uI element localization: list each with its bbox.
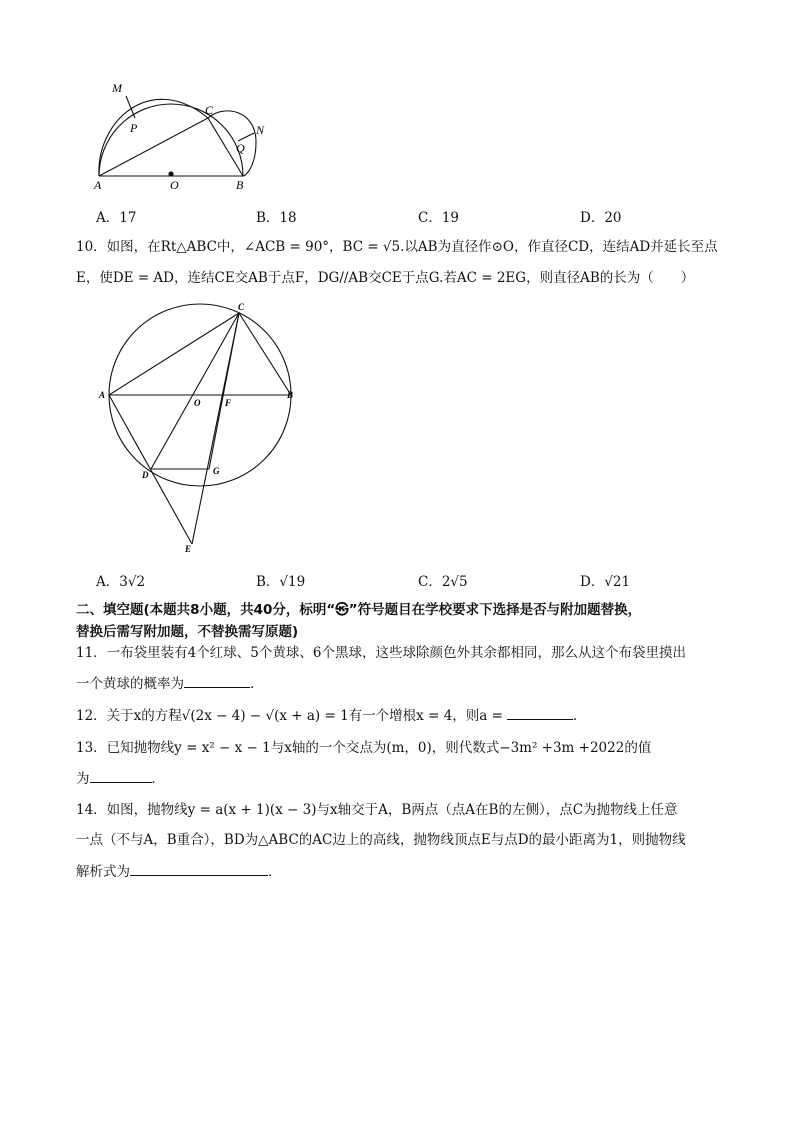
q10-label-d: D — [142, 470, 149, 480]
q14-line2: 一点（不与A，B重合），BD为△ABC的AC边上的高线，抛物线顶点E与点D的最小距离为1，则抛物线 — [76, 832, 686, 848]
q9-label-p: P — [130, 121, 138, 135]
q12-answer-blank[interactable] — [507, 705, 573, 720]
q9-segment-qn — [238, 133, 254, 141]
q9-center-dot — [168, 171, 173, 176]
q10-label-b: B — [287, 390, 294, 400]
q9-segment-ac — [99, 118, 208, 176]
q9-option-c: C．19 — [418, 210, 460, 226]
q10-label-g: G — [213, 466, 220, 476]
q9-option-a: A．17 — [96, 210, 137, 226]
q9-arc-bnc — [208, 111, 256, 176]
q11-line1: 11．一布袋里装有4个红球、5个黄球、6个黑球，这些球除颜色外其余都相同，那么从这个布袋里摸出 — [76, 645, 686, 661]
q10-segment-cd — [151, 313, 239, 469]
q11-answer-blank[interactable] — [184, 673, 250, 688]
q14-answer-blank[interactable] — [130, 861, 268, 876]
q9-label-c: C — [205, 103, 214, 117]
q10-label-o: O — [194, 398, 201, 408]
q12-suffix: ． — [572, 708, 587, 724]
q9-label-q: Q — [236, 141, 245, 155]
q14-line3-prefix: 解析式为 — [76, 864, 130, 880]
q11-line2-prefix: 一个黄球的概率为 — [76, 676, 184, 692]
q10-segment-ac — [109, 313, 239, 395]
q12-prefix: 12．关于x的方程√(2x − 4) − √(x + a) = 1有一个增根x = 4，则a = — [76, 708, 503, 724]
q10-segment-cb — [239, 313, 291, 395]
q13-line2 — [76, 768, 165, 789]
q13-answer-blank[interactable] — [90, 768, 152, 783]
q9-label-o: O — [170, 178, 179, 192]
q10-option-d: D．√21 — [580, 574, 631, 590]
q13-line2-prefix: 为 — [76, 771, 90, 787]
q14-line3-suffix: ． — [268, 864, 282, 880]
q9-label-b: B — [236, 178, 244, 192]
q10-label-a: A — [99, 390, 106, 400]
q11-line2 — [76, 673, 264, 694]
q10-line1: 10．如图，在Rt△ABC中，∠ACB = 90°，BC = √5.以AB为直径作⊙O，作直径CD，连结AD并延长至点 — [76, 239, 718, 255]
q10-label-f: F — [225, 398, 232, 408]
section2-heading-line2: 替换后需写附加题，不替换需写原题) — [76, 624, 299, 640]
q9-option-b: B．18 — [256, 210, 297, 226]
q12-line — [76, 705, 586, 726]
q10-line2: E，使DE = AD，连结CE交AB于点F，DG//AB交CE于点G.若AC = 2EG，则直径AB的长为（ ） — [76, 270, 695, 286]
q14-line1: 14．如图，抛物线y = a(x + 1)(x − 3)与x轴交于A，B两点（点A在B的左侧），点C为抛物线上任意 — [76, 802, 678, 818]
section2-heading-line1: 二、填空题(本题共8小题，共40分，标明“㉿”符号题目在学校要求下选择是否与附加题替换， — [76, 602, 642, 618]
q10-option-c: C．2√5 — [418, 574, 468, 590]
q10-figure — [96, 300, 306, 555]
q10-option-b: B．√19 — [256, 574, 306, 590]
q13-line1: 13．已知抛物线y = x² − x − 1与x轴的一个交点为(m，0)，则代数式−3m² +3m +2022的值 — [76, 740, 652, 756]
q9-option-d: D．20 — [580, 210, 622, 226]
q10-label-e: E — [185, 544, 192, 554]
q11-line2-suffix: ． — [250, 676, 264, 692]
q13-line2-suffix: ． — [151, 771, 165, 787]
q9-figure — [86, 76, 276, 196]
q10-option-a: A．3√2 — [96, 574, 146, 590]
q9-arc-amc — [99, 99, 208, 176]
q9-label-n: N — [256, 123, 265, 137]
q9-label-m: M — [112, 81, 122, 95]
q14-line3 — [76, 861, 282, 882]
q10-segment-cg — [209, 313, 239, 469]
q9-label-a: A — [94, 178, 102, 192]
q10-label-c: C — [238, 302, 245, 312]
